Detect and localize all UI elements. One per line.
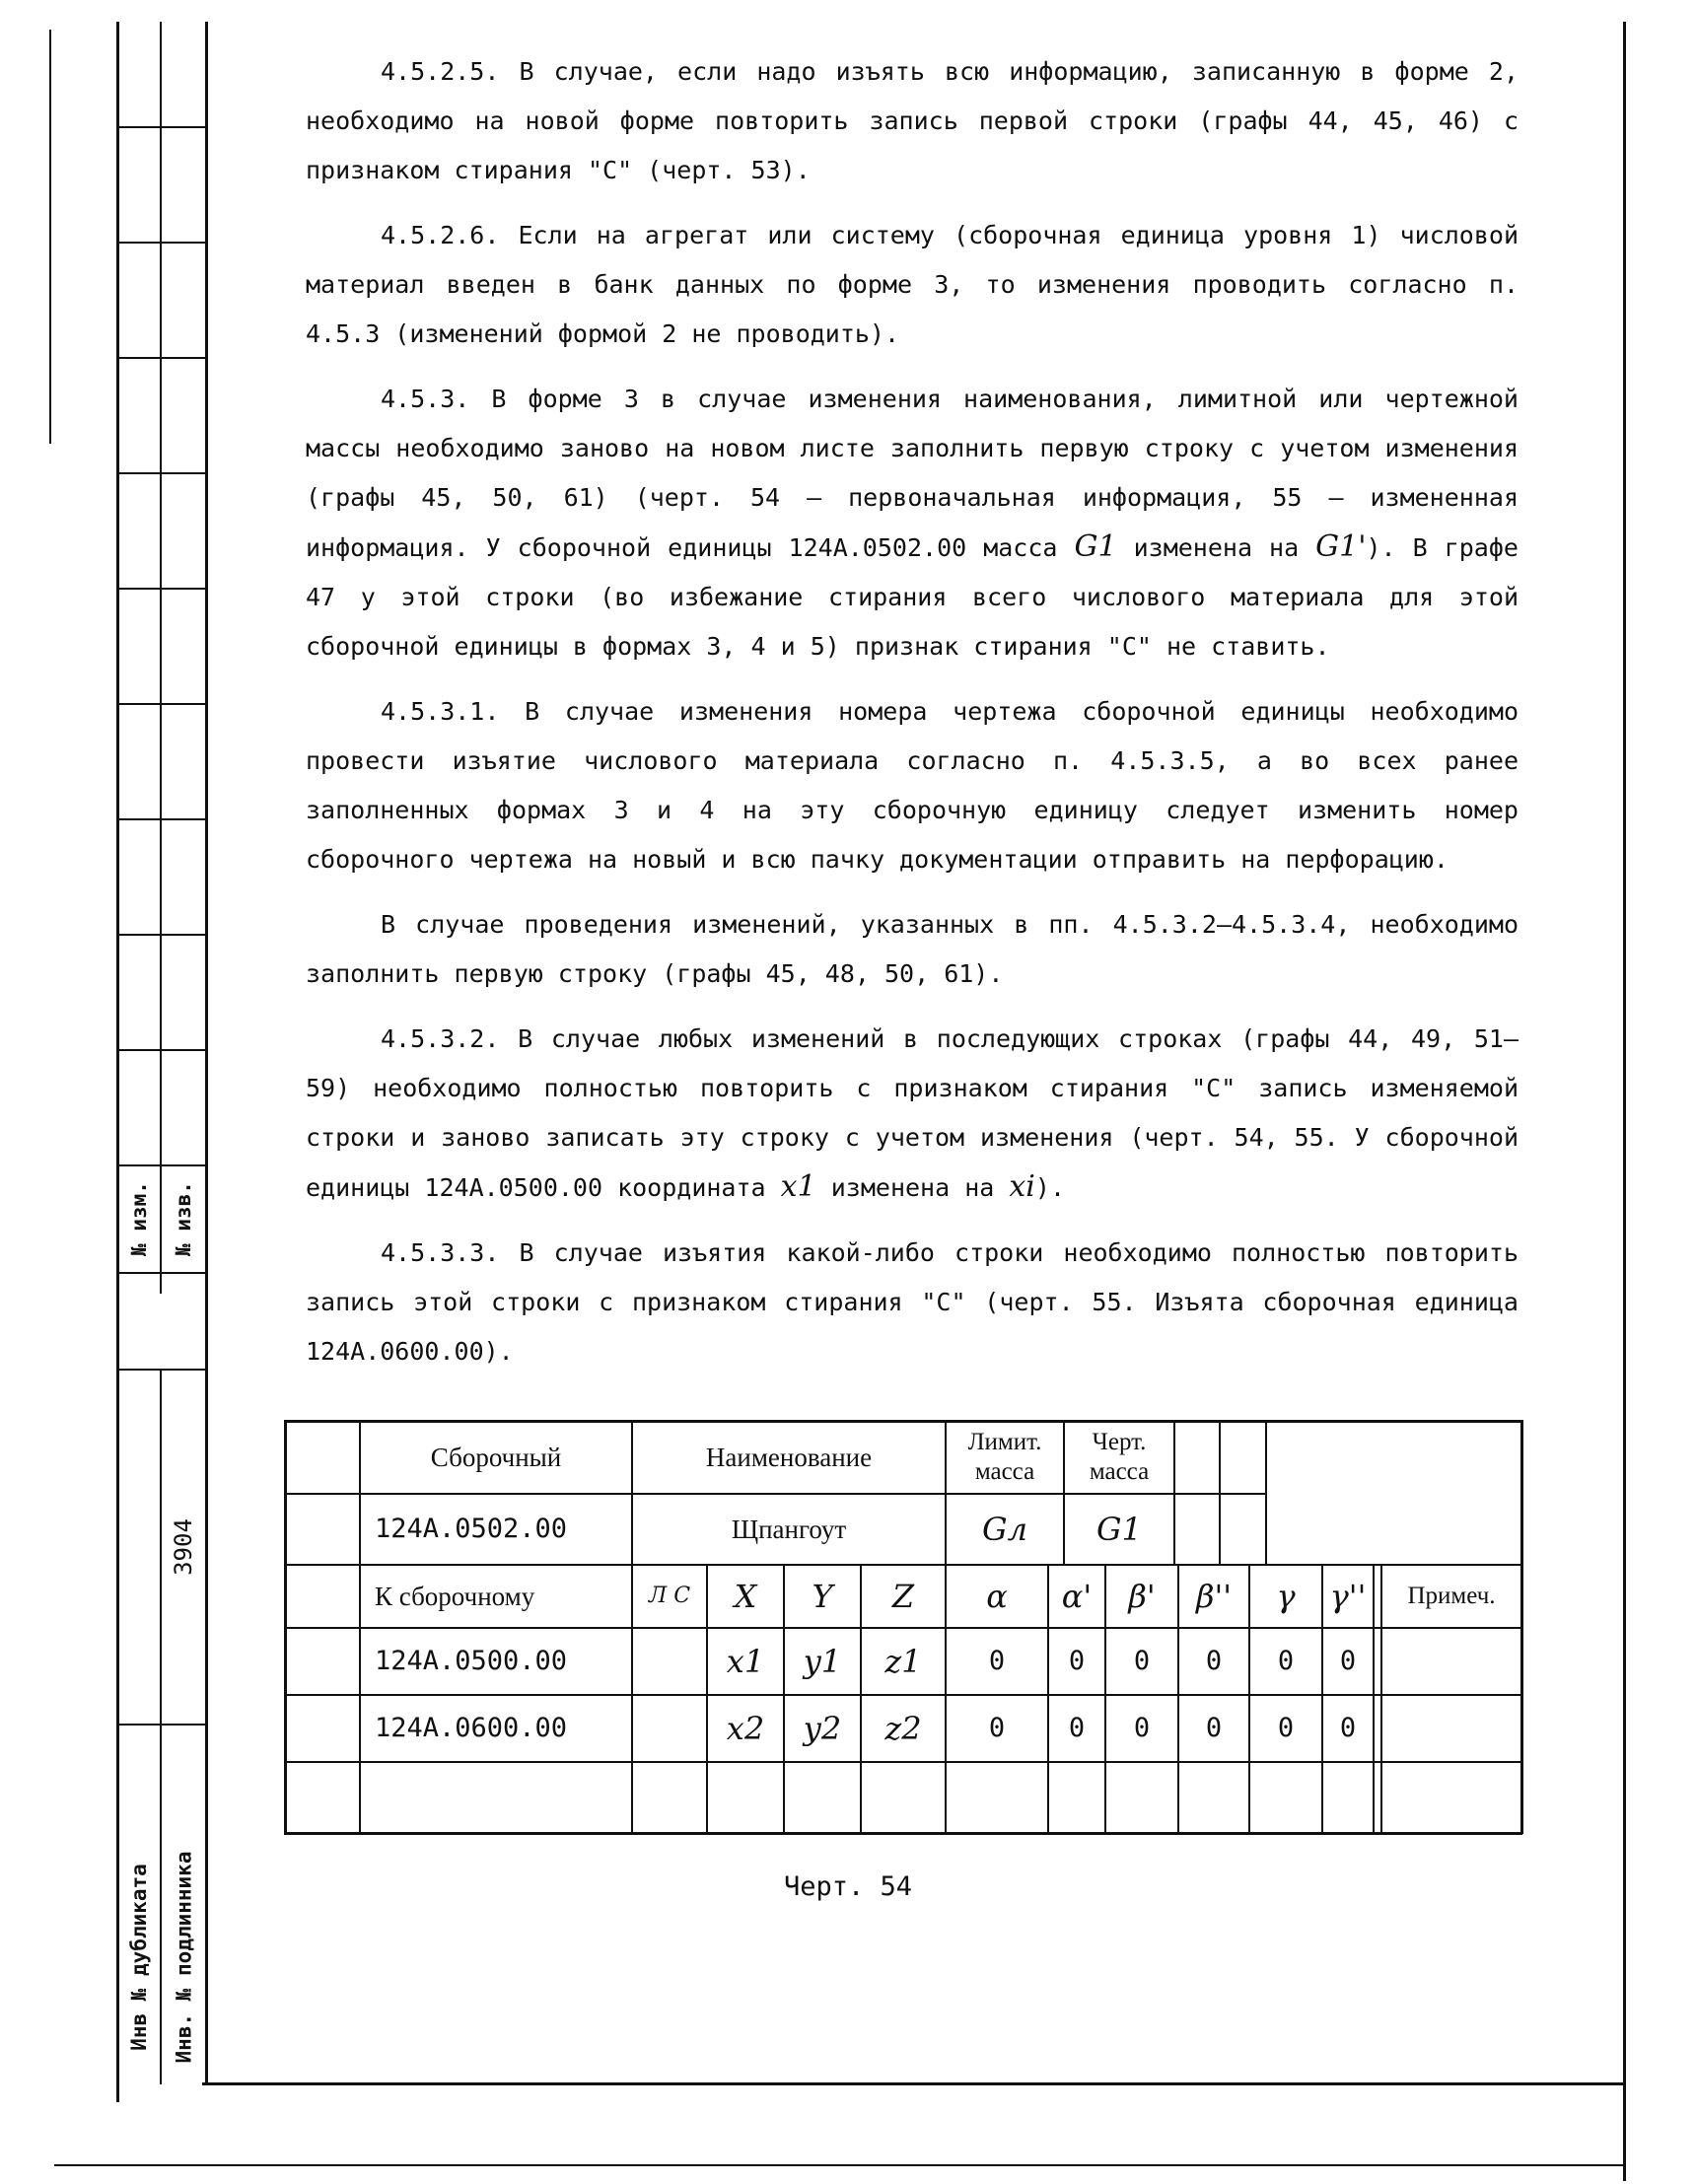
sidebar-right-border [205, 22, 208, 2084]
row-z: z2 [884, 1710, 922, 1747]
header-k-sborochnomu: К сборочному [375, 1582, 535, 1611]
sidebar-tick [116, 472, 207, 474]
document-body [306, 47, 1519, 1392]
paragraph-4-5-3-3: 4.5.3.3. В случае изъятия какой-либо строки необходимо полностью повторить запись этой строки с признаком стирания "С" (черт. 55. Изъята сборочная единица 124А.0600.00). [306, 1238, 1519, 1366]
paragraph-4-5-3-2: 4.5.3.2. В случае любых изменений в последующих строках (графы 44, 49, 51–59) необходимо полностью повторить с признаком стирания "С" запись изменяемой строки и заново записать эту строку с учетом изменения (черт. 54, 55. У сборочной единицы 124А.0500.00 координата x1 изменена на xi). [306, 1024, 1519, 1204]
sidebar-number-cell [162, 1371, 205, 1724]
header-gamma1: γ'' [1329, 1578, 1367, 1615]
row-alpha: 0 [988, 1713, 1006, 1743]
form-line [1373, 1564, 1375, 1834]
row-alpha1: 0 [1068, 1646, 1086, 1676]
row-x: x2 [726, 1710, 765, 1747]
sidebar-tick [116, 357, 207, 359]
header-alpha1: α' [1061, 1578, 1093, 1615]
row1-limit-mass: Gл [982, 1511, 1027, 1548]
paragraph-4-5-3: 4.5.3. В форме 3 в случае изменения наименования, лимитной или чертежной массы необходимо заново на новом листе заполнить первую строку с учетом изменения (графы 45, 50, 61) (черт. 54 – первоначальная информация, 55 – измененная информация. У сборочной единицы 124А.0502.00 масса G1 изменена на G1'). В графе 47 у этой строки (во избежание стирания всего числового материала для этой сборочной единицы в формах 3, 4 и 5) признак стирания "С" не ставить. [306, 385, 1519, 661]
row-beta1: 0 [1133, 1713, 1151, 1743]
sidebar-tick [116, 126, 207, 128]
paragraph-4-5-2-6: 4.5.2.6. Если на агрегат или систему (сборочная единица уровня 1) числовой материал введен в банк данных по форме 3, то изменения проводить согласно п. 4.5.3 (изменений формой 2 не проводить). [306, 221, 1519, 348]
sidebar-no-izv-cell [162, 1165, 205, 1272]
form-line [1173, 1420, 1175, 1564]
row-drawing: 124А.0500.00 [375, 1646, 568, 1676]
header-alpha: α [986, 1578, 1008, 1615]
header-y: Y [812, 1578, 833, 1615]
sidebar-inv-podlinnika: Инв. № подлинника [172, 1851, 195, 2064]
header-primech: Примеч. [1407, 1583, 1496, 1609]
header-lc: Л С [648, 1584, 691, 1608]
row-drawing: 124А.0600.00 [375, 1713, 568, 1743]
sidebar-tick [116, 588, 207, 590]
sidebar-tick [116, 934, 207, 936]
sidebar-mid-border [160, 22, 162, 1294]
sidebar-lower-split [116, 1724, 207, 1726]
sidebar-tick [116, 703, 207, 705]
header-sborochny: Сборочный [430, 1443, 562, 1472]
figure-caption: Черт. 54 [783, 1871, 913, 1902]
header-gamma: γ [1276, 1578, 1296, 1615]
form-line [284, 1761, 1522, 1763]
header-naimenovanie: Наименование [705, 1443, 873, 1472]
row-x: x1 [726, 1643, 765, 1680]
frame-left-tick [49, 30, 51, 444]
sidebar-tick [116, 1272, 207, 1274]
row-beta2: 0 [1205, 1713, 1223, 1743]
header-beta1: β' [1128, 1578, 1156, 1615]
row-y: y2 [803, 1710, 842, 1747]
frame-bottom-line [202, 2082, 1625, 2085]
paragraph-4-5-2-5: 4.5.2.5. В случае, если надо изъять всю информацию, записанную в форме 2, необходимо на новой форме повторить запись первой строки (графы 44, 45, 46) с признаком стирания "С" (черт. 53). [306, 57, 1519, 184]
row-gamma1: 0 [1339, 1713, 1357, 1743]
header-beta2: β'' [1195, 1578, 1233, 1615]
form-line [1219, 1420, 1221, 1564]
header-z: Z [891, 1578, 915, 1615]
row-gamma: 0 [1277, 1646, 1295, 1676]
header-limit-massa: Лимит. масса [967, 1429, 1042, 1485]
row-y: y1 [803, 1643, 842, 1680]
form-line [284, 1832, 1522, 1835]
row-gamma: 0 [1277, 1713, 1295, 1743]
row-alpha: 0 [988, 1646, 1006, 1676]
sidebar-tick [116, 818, 207, 820]
coord-symbol-new: xi [1009, 1169, 1035, 1204]
row-beta2: 0 [1205, 1646, 1223, 1676]
sidebar-tick [116, 242, 207, 244]
row-beta1: 0 [1133, 1646, 1151, 1676]
row1-draw-mass: G1 [1096, 1511, 1142, 1548]
form-line [1265, 1420, 1267, 1564]
paragraph-changes: В случае проведения изменений, указанных в пп. 4.5.3.2–4.5.3.4, необходимо заполнить первую строку (графы 45, 48, 50, 61). [306, 910, 1519, 988]
sidebar-tick [116, 1049, 207, 1051]
sidebar-number: 3904 [170, 1518, 198, 1576]
row-z: z1 [884, 1643, 922, 1680]
sidebar-left-border [116, 22, 119, 2102]
sidebar-inv-dublikata: Инв № дубликата [127, 1864, 151, 2051]
sidebar-no-izm-cell [118, 1165, 160, 1272]
mass-symbol-old: G1 [1074, 529, 1117, 564]
row1-name: Щпангоут [731, 1515, 847, 1544]
coord-symbol-old: x1 [780, 1169, 816, 1204]
frame-right-line [1623, 22, 1626, 2181]
frame-outer-bottom-line [54, 2164, 1624, 2166]
row-alpha1: 0 [1068, 1713, 1086, 1743]
mass-symbol-new: G1' [1315, 529, 1367, 564]
row1-drawing: 124А.0502.00 [375, 1514, 568, 1544]
sidebar-no-izv: № изв. [172, 1181, 196, 1256]
paragraph-4-5-3-1: 4.5.3.1. В случае изменения номера чертежа сборочной единицы необходимо провести изъятие числового материала согласно п. 4.5.3.5, а во всех ранее заполненных формах 3 и 4 на эту сборочную единицу следует изменить номер сборочного чертежа на новый и всю пачку документации отправить на перфорацию. [306, 697, 1519, 874]
row-gamma1: 0 [1339, 1646, 1357, 1676]
header-x: X [734, 1578, 757, 1615]
header-chert-massa: Черт. масса [1089, 1429, 1150, 1485]
sidebar-no-izm: № изм. [127, 1181, 152, 1256]
